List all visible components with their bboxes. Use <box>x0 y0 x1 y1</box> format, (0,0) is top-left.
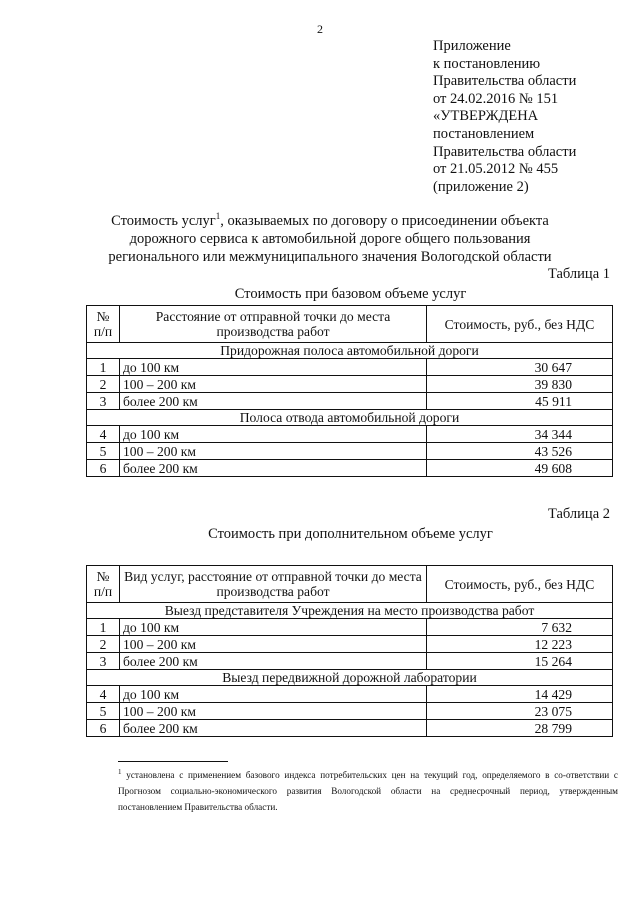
footnote <box>118 764 618 815</box>
table-row <box>87 619 613 636</box>
header-num: № п/п <box>87 566 120 603</box>
header-price: Стоимость, руб., без НДС <box>427 566 613 603</box>
appendix-block <box>433 38 576 196</box>
row-price: 12 223 <box>427 636 613 653</box>
header-desc: Вид услуг, расстояние от отправной точки до места производства работ <box>120 566 427 603</box>
row-num: 3 <box>87 393 120 410</box>
table-row <box>87 703 613 720</box>
appendix-line: «УТВЕРЖДЕНА <box>433 108 539 125</box>
footnote-divider <box>118 761 228 762</box>
row-price: 43 526 <box>427 443 613 460</box>
title-text: , оказываемых по договору о присоединении объекта <box>220 213 549 229</box>
document-title <box>90 212 570 266</box>
footnote-mark: 1 <box>118 768 122 776</box>
section-title: Придорожная полоса автомобильной дороги <box>87 343 613 359</box>
section-row <box>87 410 613 426</box>
row-num: 6 <box>87 460 120 477</box>
table-row <box>87 686 613 703</box>
table-row <box>87 636 613 653</box>
header-num: № п/п <box>87 306 120 343</box>
table-row <box>87 653 613 670</box>
table-row <box>87 376 613 393</box>
appendix-line: постановлением <box>433 125 535 142</box>
title-text: дорожного сервиса к автомобильной дороге общего пользования <box>129 231 531 247</box>
header-price: Стоимость, руб., без НДС <box>427 306 613 343</box>
table-row <box>87 443 613 460</box>
row-desc: 100 – 200 км <box>120 636 427 653</box>
appendix-line: от 24.02.2016 № 151 <box>433 90 559 107</box>
row-num: 6 <box>87 720 120 737</box>
row-num: 2 <box>87 376 120 393</box>
table-header-row <box>87 566 613 603</box>
row-price: 14 429 <box>427 686 613 703</box>
row-num: 1 <box>87 359 120 376</box>
table2 <box>86 565 613 737</box>
title-text: Стоимость услуг <box>111 213 216 229</box>
table-row <box>87 720 613 737</box>
table1-caption: Стоимость при базовом объеме услуг <box>234 286 467 302</box>
row-price: 7 632 <box>427 619 613 636</box>
table-row <box>87 460 613 477</box>
row-desc: до 100 км <box>120 426 427 443</box>
row-desc: 100 – 200 км <box>120 703 427 720</box>
row-price: 30 647 <box>427 359 613 376</box>
row-desc: 100 – 200 км <box>120 376 427 393</box>
table-row <box>87 393 613 410</box>
appendix-line: к постановлению <box>433 55 541 72</box>
row-desc: более 200 км <box>120 460 427 477</box>
page-number: 2 <box>317 22 323 36</box>
table-header-row <box>87 306 613 343</box>
table2-caption: Стоимость при дополнительном объеме услуг <box>208 526 493 542</box>
row-num: 4 <box>87 426 120 443</box>
section-row <box>87 670 613 686</box>
row-desc: до 100 км <box>120 686 427 703</box>
table2-label: Таблица 2 <box>547 506 610 522</box>
row-price: 49 608 <box>427 460 613 477</box>
row-desc: более 200 км <box>120 653 427 670</box>
table-row <box>87 359 613 376</box>
row-price: 15 264 <box>427 653 613 670</box>
footnote-text: установлена с применением базового индекса потребительских цен на текущий год, определяемого в со-ответствии с Прогнозом социально-экономического развития Вологодской области на среднесрочный период, утвержденным постановлением Правительства области. <box>118 770 618 813</box>
row-price: 28 799 <box>427 720 613 737</box>
row-num: 3 <box>87 653 120 670</box>
row-num: 5 <box>87 443 120 460</box>
row-desc: более 200 км <box>120 720 427 737</box>
appendix-line: (приложение 2) <box>433 178 529 195</box>
table-row <box>87 426 613 443</box>
row-price: 23 075 <box>427 703 613 720</box>
row-num: 5 <box>87 703 120 720</box>
appendix-line: от 21.05.2012 № 455 <box>433 161 559 178</box>
table1 <box>86 305 613 477</box>
section-title: Выезд представителя Учреждения на место производства работ <box>87 603 613 619</box>
row-num: 1 <box>87 619 120 636</box>
appendix-line: Правительства области <box>433 143 577 160</box>
row-price: 34 344 <box>427 426 613 443</box>
header-desc: Расстояние от отправной точки до места производства работ <box>120 306 427 343</box>
title-text: регионального или межмуниципального значения Вологодской области <box>108 249 552 265</box>
table1-label: Таблица 1 <box>547 266 610 282</box>
row-price: 45 911 <box>427 393 613 410</box>
row-desc: до 100 км <box>120 619 427 636</box>
footnote-mark: 1 <box>215 211 221 222</box>
section-title: Выезд передвижной дорожной лаборатории <box>87 670 613 686</box>
appendix-line: Правительства области <box>433 73 577 90</box>
row-num: 2 <box>87 636 120 653</box>
row-price: 39 830 <box>427 376 613 393</box>
row-num: 4 <box>87 686 120 703</box>
row-desc: более 200 км <box>120 393 427 410</box>
section-title: Полоса отвода автомобильной дороги <box>87 410 613 426</box>
appendix-line: Приложение <box>433 38 511 54</box>
row-desc: до 100 км <box>120 359 427 376</box>
row-desc: 100 – 200 км <box>120 443 427 460</box>
section-row <box>87 603 613 619</box>
section-row <box>87 343 613 359</box>
